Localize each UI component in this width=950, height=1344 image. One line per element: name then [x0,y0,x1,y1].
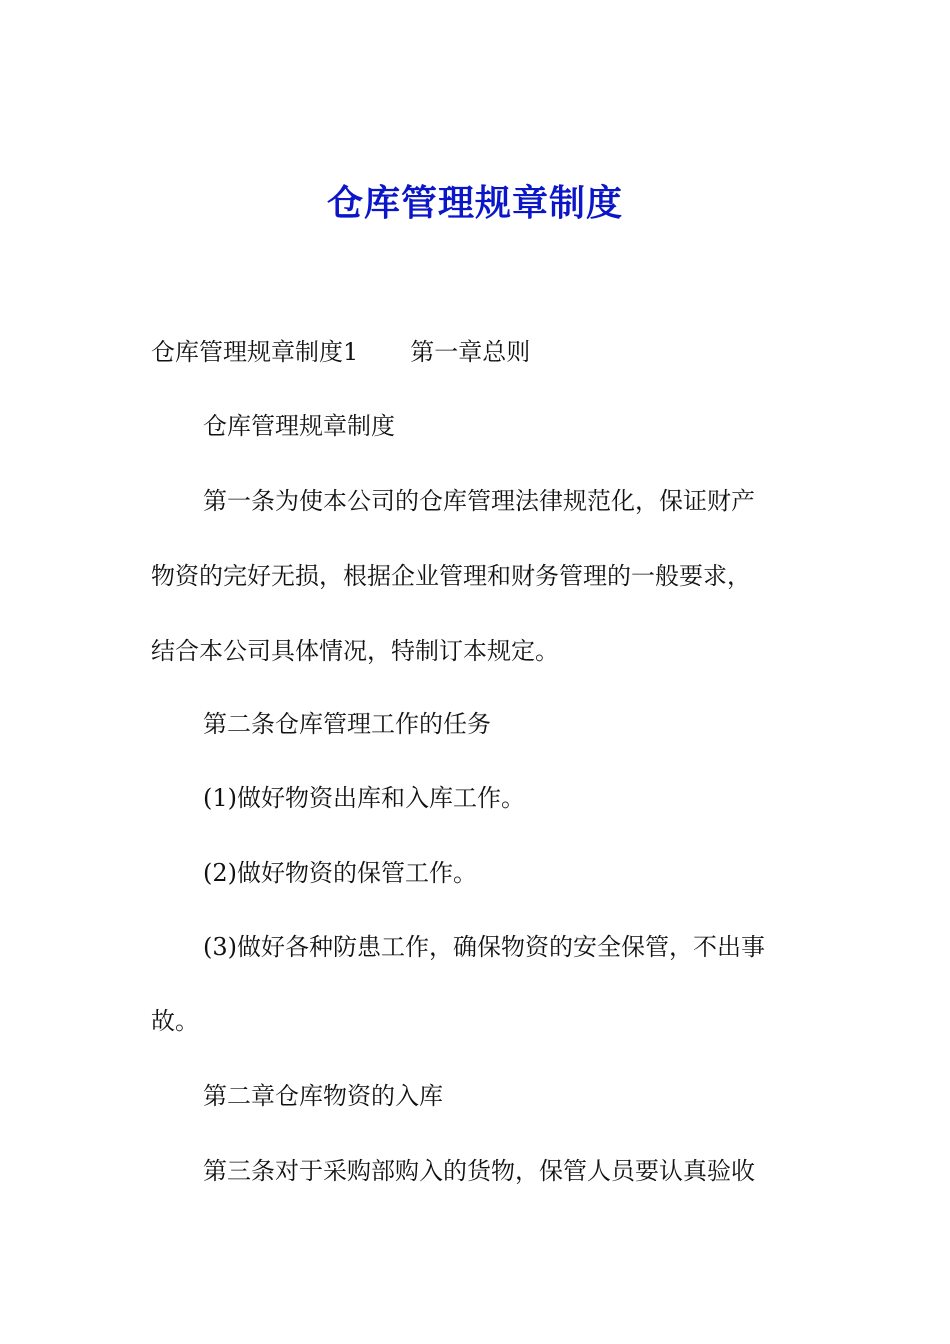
chapter-title: 第一章总则 [410,338,531,366]
paragraph-line: 第三条对于采购部购入的货物，保管人员要认真验收 [203,1157,755,1185]
list-item: (2)做好物资的保管工作。 [203,859,477,887]
list-item: (3)做好各种防患工作，确保物资的安全保管，不出事 [203,933,765,961]
paragraph-line: 第二条仓库管理工作的任务 [203,710,491,738]
paragraph-line: 故。 [151,1007,199,1035]
chapter-heading-line [151,334,530,370]
paragraph-line: 第一条为使本公司的仓库管理法律规范化，保证财产 [203,487,755,515]
document-subtitle: 仓库管理规章制度1 [151,338,359,366]
paragraph-line: 仓库管理规章制度 [203,412,395,440]
paragraph-line: 物资的完好无损，根据企业管理和财务管理的一般要求， [151,562,751,590]
document-title: 仓库管理规章制度 [326,182,623,224]
chapter-heading: 第二章仓库物资的入库 [203,1082,443,1110]
paragraph-line: 结合本公司具体情况，特制订本规定。 [151,637,559,665]
list-item: (1)做好物资出库和入库工作。 [203,784,525,812]
